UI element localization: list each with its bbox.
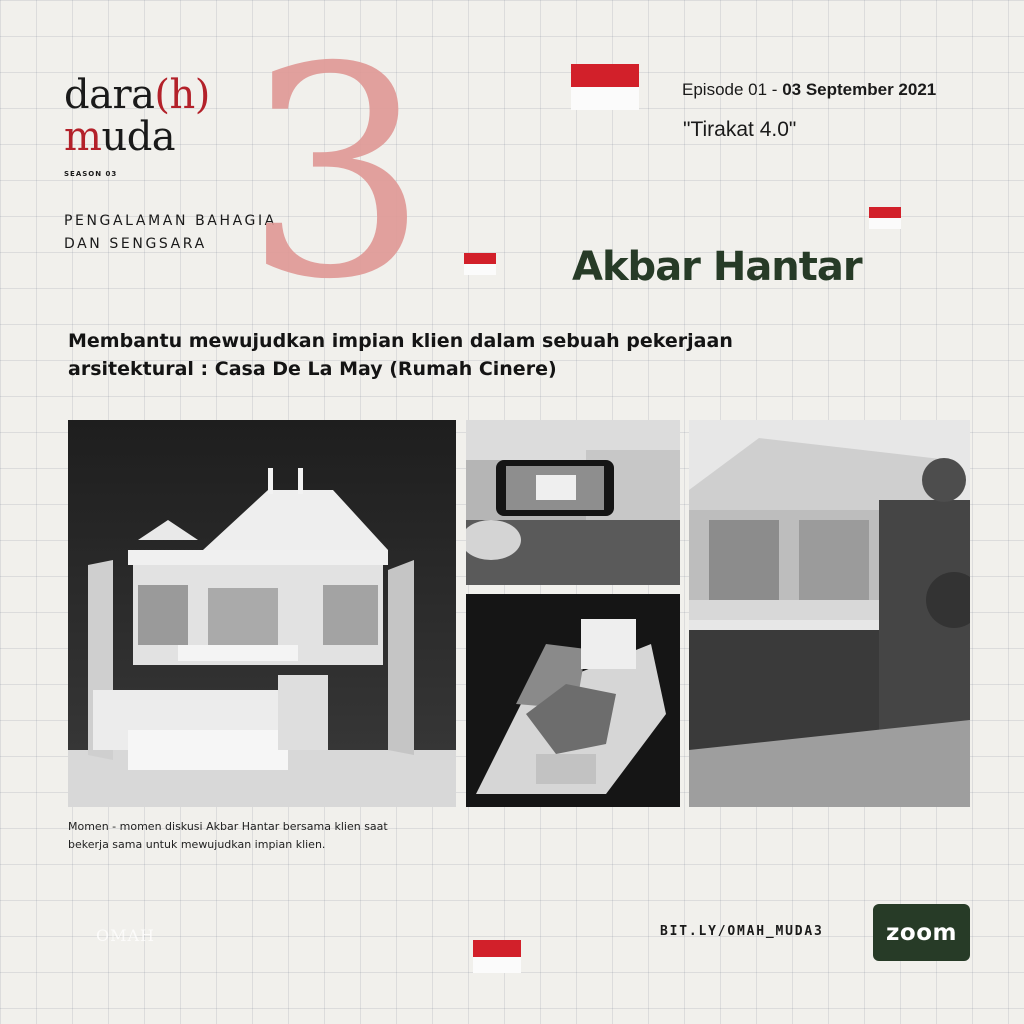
architecture-model-photo bbox=[68, 420, 456, 807]
darah-muda-logo bbox=[64, 74, 210, 158]
photo-caption bbox=[68, 818, 448, 854]
episode-title: "Tirakat 4.0" bbox=[683, 118, 797, 141]
episode-date: 03 September 2021 bbox=[782, 80, 937, 99]
tagline-line-2: DAN SENGSARA bbox=[64, 236, 207, 252]
logo-text-h: (h) bbox=[154, 72, 210, 118]
headline bbox=[68, 327, 828, 383]
indonesia-flag-icon bbox=[464, 253, 496, 275]
season-number: 3 bbox=[244, 6, 429, 343]
caption-line-1: Momen - momen diskusi Akbar Hantar bersama klien saat bbox=[68, 820, 388, 833]
registration-link[interactable]: BIT.LY/OMAH_MUDA3 bbox=[660, 924, 824, 939]
logo-text-uda: uda bbox=[101, 114, 176, 160]
speaker-name: Akbar Hantar bbox=[572, 244, 862, 290]
caption-line-2: bekerja sama untuk mewujudkan impian klien. bbox=[68, 838, 326, 851]
logo-text-dara: dara bbox=[64, 72, 155, 118]
tagline-line-1: PENGALAMAN BAHAGIA bbox=[64, 213, 277, 229]
zoom-logo-icon[interactable] bbox=[873, 904, 970, 961]
headline-line-1: Membantu mewujudkan impian klien dalam sebuah pekerjaan bbox=[68, 330, 733, 352]
episode-label: Episode 01 - bbox=[682, 80, 783, 99]
zoom-label: zoom bbox=[886, 919, 957, 946]
omah-watermark-logo: OMAH bbox=[96, 926, 156, 945]
headline-line-2: arsitektural : Casa De La May (Rumah Cinere) bbox=[68, 358, 557, 380]
episode-info bbox=[682, 80, 936, 100]
built-house-photo bbox=[689, 420, 970, 807]
indonesia-flag-icon bbox=[869, 207, 901, 229]
logo-text-m: m bbox=[64, 114, 102, 160]
indonesia-flag-icon bbox=[473, 940, 521, 973]
indonesia-flag-icon bbox=[571, 64, 639, 110]
phone-ar-photo bbox=[466, 420, 680, 585]
model-topview-photo bbox=[466, 594, 680, 807]
season-label: SEASON 03 bbox=[64, 170, 118, 178]
